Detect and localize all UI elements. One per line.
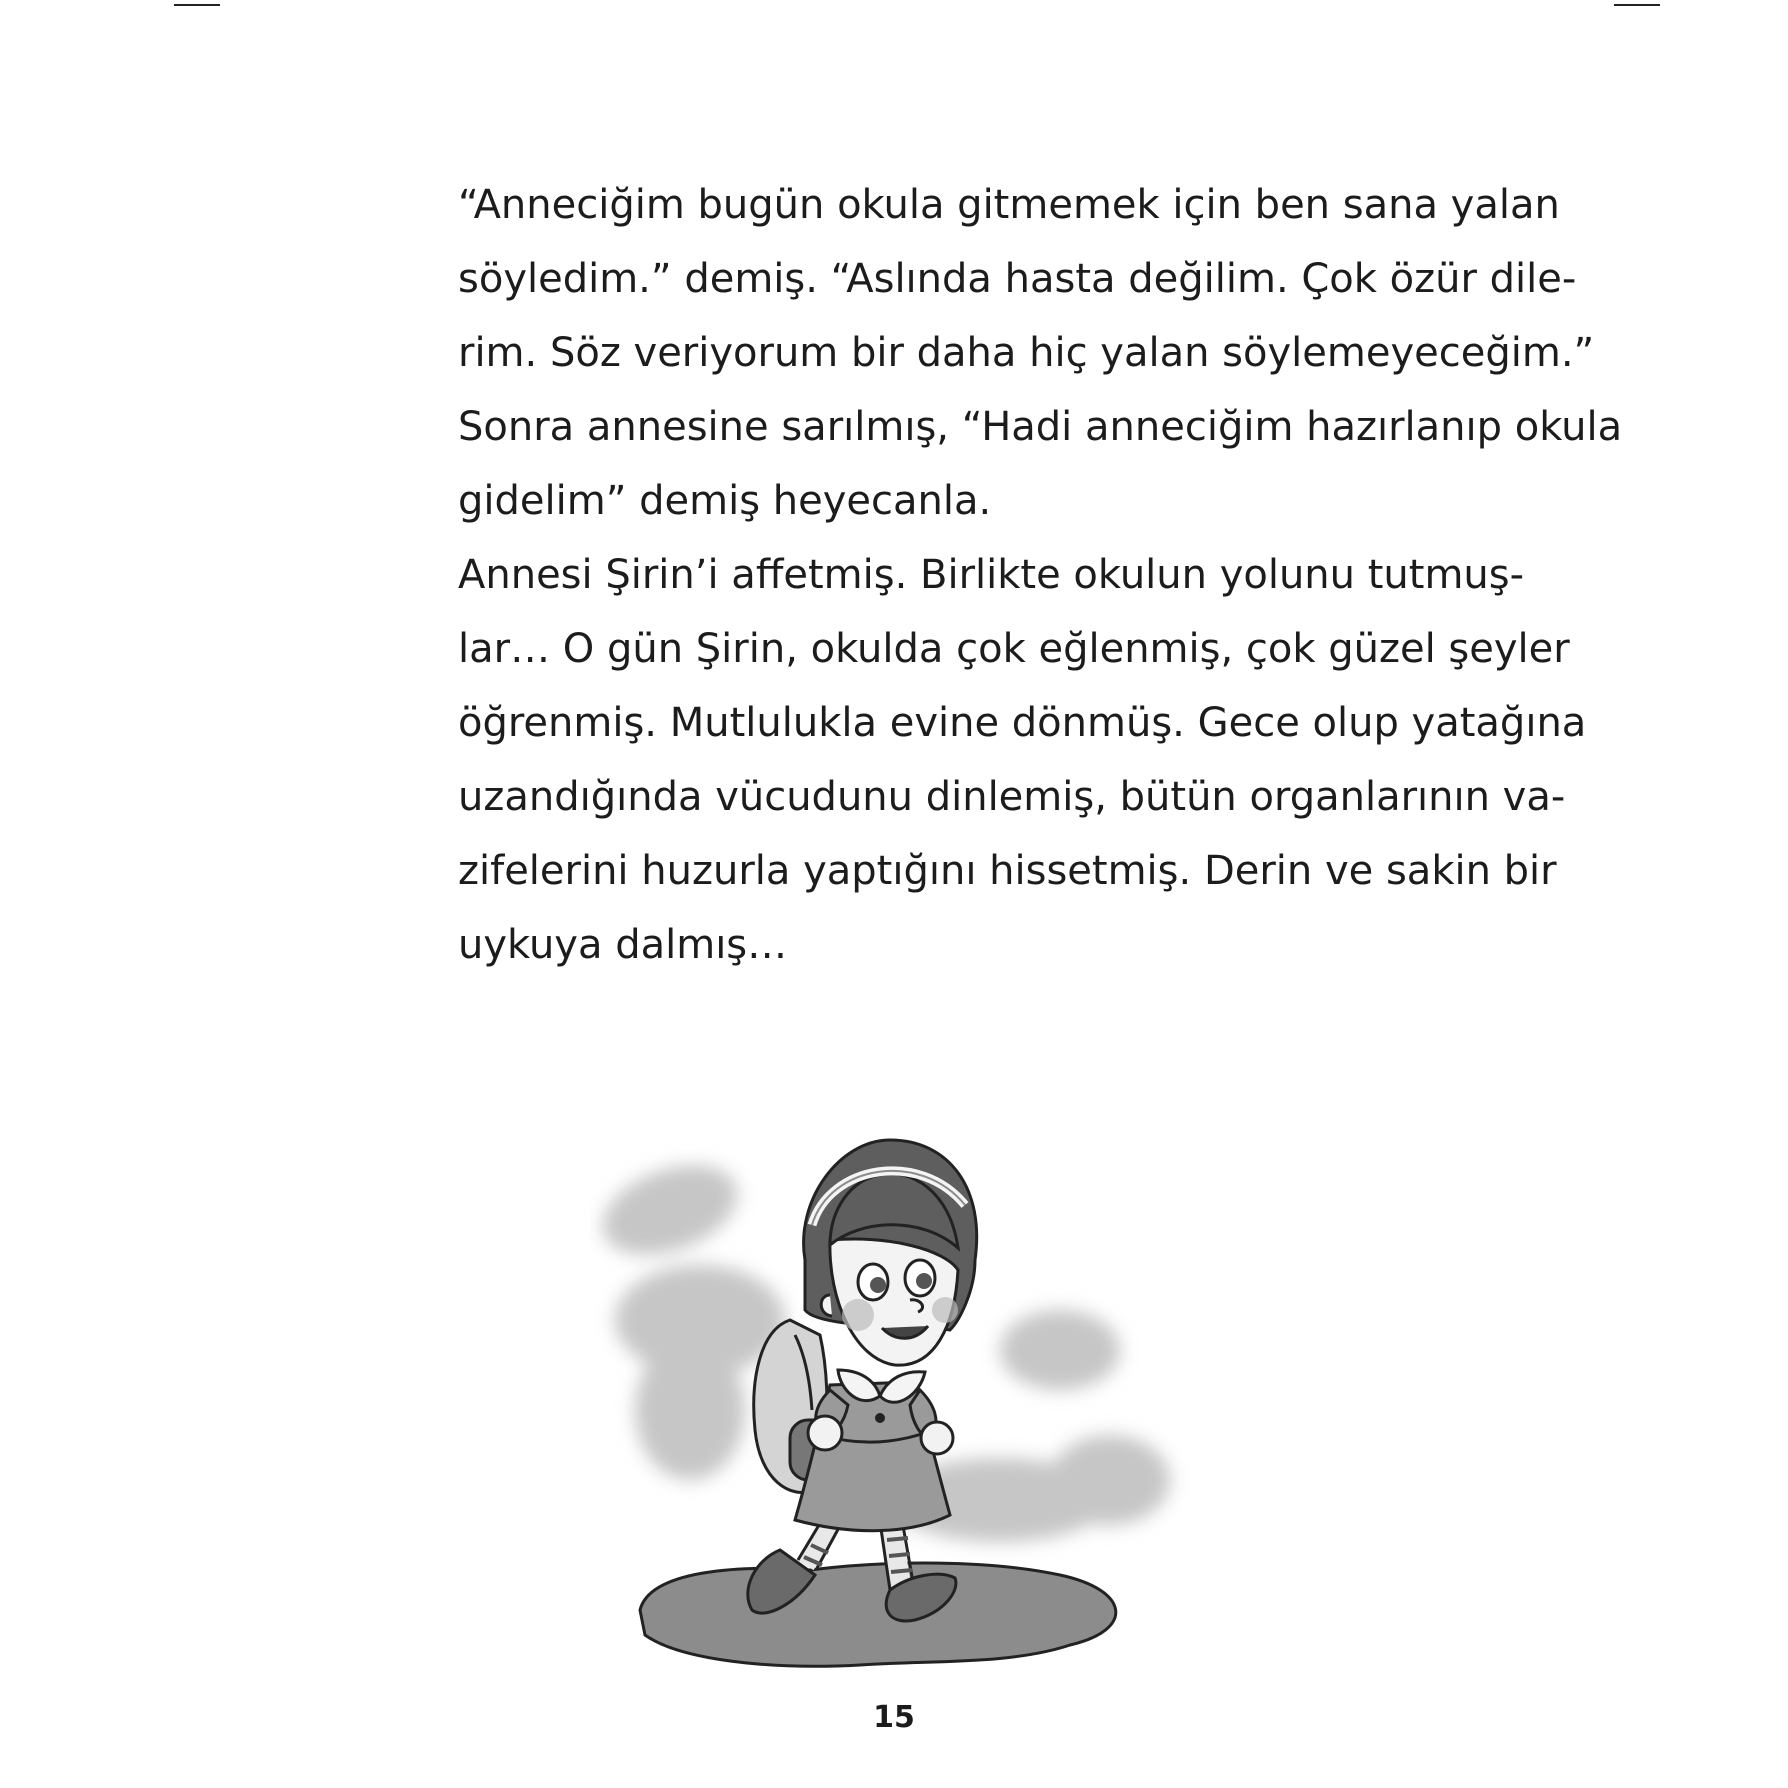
crop-mark-left xyxy=(174,4,220,6)
text-line: Sonra annesine sarılmış, “Hadi anneciğim hazırlanıp okula xyxy=(458,404,1623,450)
text-line: öğrenmiş. Mutlulukla evine dönmüş. Gece olup yatağına xyxy=(458,700,1587,746)
text-line: uzandığında vücudunu dinlemiş, bütün organlarının va- xyxy=(458,774,1566,820)
text-line: gidelim” demiş heyecanla. xyxy=(458,478,992,524)
paragraph-1 xyxy=(388,168,1623,538)
paragraph-2 xyxy=(388,538,1587,982)
crop-mark-right xyxy=(1614,4,1660,6)
ground-shadow xyxy=(640,1563,1116,1666)
page-number: 15 xyxy=(873,1700,915,1735)
text-line: Annesi Şirin’i affetmiş. Birlikte okulun yolunu tutmuş- xyxy=(458,552,1525,598)
text-line: “Anneciğim bugün okula gitmemek için ben sana yalan xyxy=(458,182,1560,228)
text-line: lar… O gün Şirin, okulda çok eğlenmiş, çok güzel şeyler xyxy=(458,626,1570,672)
text-line: söyledim.” demiş. “Aslında hasta değilim. Çok özür dile- xyxy=(458,256,1577,302)
girl-head xyxy=(804,1140,977,1365)
girl-walking-illustration xyxy=(590,1120,1190,1680)
text-line: zifelerini huzurla yaptığını hissetmiş. Derin ve sakin bir xyxy=(458,848,1557,894)
text-line: rim. Söz veriyorum bir daha hiç yalan söylemeyeceğim.” xyxy=(458,330,1595,376)
text-line: uykuya dalmış… xyxy=(458,922,788,968)
story-text xyxy=(388,168,1623,982)
